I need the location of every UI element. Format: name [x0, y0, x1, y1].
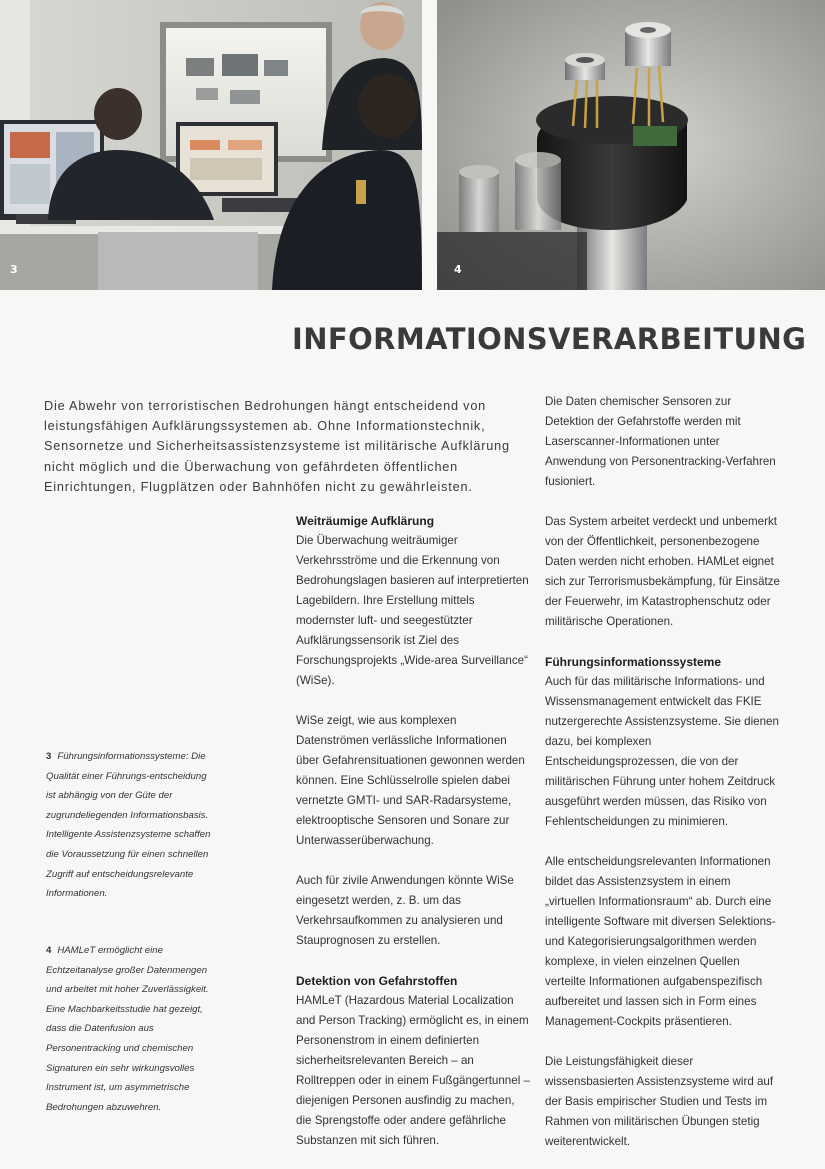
- right-column: [545, 392, 781, 1152]
- paragraph: Die Leistungsfähigkeit dieser wissensbasierten Assistenzsysteme wird auf der Basis empirischer Studien und Tests im Rahmen von militärischen Übungen stetig weiterentwickelt.: [545, 1055, 774, 1148]
- caption-3: [46, 747, 218, 904]
- paragraph: Die Überwachung weiträumiger Verkehrsströme und die Erkennung von Bedrohungslagen basieren auf interpretierten Lagebildern. Ihre Erstellung mittels modernster luft- und seegestützter Aufklärungssensorik ist Ziel des Forschungsprojekts „Wide-area Surveillance“ (WiSe).: [296, 534, 529, 687]
- paragraph: Das System arbeitet verdeckt und unbemerkt von der Öffentlichkeit, personenbezogene Daten werden nicht erhoben. HAMLet eignet sich zur Terrorismusbekämpfung, für Einsätze der Feuerwehr, im Katastrophenschutz oder militärische Operationen.: [545, 515, 780, 628]
- heading-wide-area: Weiträumige Aufklärung: [296, 514, 435, 528]
- sensor-illustration: [437, 0, 825, 290]
- caption-text: Führungsinformationssysteme: Die Qualität einer Führungs-entscheidung ist abhängig von der Güte der zugrundeliegenden Informationsbasis. Intelligente Assistenzsysteme schaffen die Voraussetzung für einen schnellen Zugriff auf entscheidungsrelevante Informationen.: [46, 751, 211, 900]
- control-room-illustration: [0, 0, 422, 290]
- paragraph: WiSe zeigt, wie aus komplexen Datenströmen verlässliche Informationen über Gefahrensituationen gewonnen werden können. Eine Schlüsselrolle spielen dabei vernetzte GMTI- und SAR-Radarsysteme, elektrooptische Sensoren und Sonare zur Unterwasserüberwachung.: [296, 714, 525, 847]
- heading-hazmat: Detektion von Gefahrstoffen: [296, 974, 458, 988]
- heading-command-info: Führungsinformationssysteme: [545, 655, 722, 669]
- paragraph: Auch für das militärische Informations- und Wissensmanagement entwickelt das FKIE nutzergerechte Assistenzsysteme. Sie dienen dazu, bei komplexen Entscheidungsprozessen, die von der militärischen Führung unter hohem Zeitdruck ausgeführt werden müssen, das Risiko von Fehlentscheidungen zu minimieren.: [545, 675, 779, 828]
- middle-column: [296, 511, 532, 1151]
- paragraph: Die Daten chemischer Sensoren zur Detektion der Gefahrstoffe werden mit Laserscanner-Informationen unter Anwendung von Personentracking-Verfahren fusioniert.: [545, 395, 776, 488]
- caption-number: 4: [46, 945, 52, 956]
- intro-paragraph: Die Abwehr von terroristischen Bedrohungen hängt entscheidend von leistungsfähigen Aufklärungssystemen ab. Ohne Informationstechnik, Sensornetze und Sicherheitsassistenzsysteme ist militärische Aufklärung nicht möglich und die Überwachung von gefährdeten öffentlichen Einrichtungen, Flugplätzen oder Bahnhöfen nicht zu gewährleisten.: [44, 399, 510, 494]
- caption-number: 3: [46, 751, 52, 762]
- photo-number: 4: [454, 263, 462, 276]
- page-title: INFORMATIONSVERARBEITUNG: [292, 322, 807, 356]
- photo-number: 3: [10, 263, 18, 276]
- caption-4: [46, 941, 218, 1117]
- paragraph: Auch für zivile Anwendungen könnte WiSe eingesetzt werden, z. B. um das Verkehrsaufkommen zu analysieren und Stauprognosen zu erstellen.: [296, 874, 514, 947]
- caption-text: HAMLeT ermöglicht eine Echtzeitanalyse großer Datenmengen und arbeitet mit hoher Zuverlässigkeit. Eine Machbarkeitsstudie hat gezeigt, dass die Datenfusion aus Personentracking und chemischen Signaturen ein sehr wirkungsvolles Instrument ist, um asymmetrische Bedrohungen abzuwehren.: [46, 945, 209, 1113]
- photo-sensors: [437, 0, 825, 290]
- paragraph: HAMLeT (Hazardous Material Localization and Person Tracking) ermöglicht es, in einem Personenstrom in einem definierten sicherheitsrelevanten Bereich – an Rolltreppen oder in einem Fußgängertunnel – diejenigen Personen ausfindig zu machen, die Sprengstoffe oder andere gefährliche Substanzen mit sich führen.: [296, 994, 530, 1147]
- photo-control-room: [0, 0, 422, 290]
- paragraph: Alle entscheidungsrelevanten Informationen bildet das Assistenzsystem in einem „virtuellen Informationsraum“ ab. Durch eine intelligente Software mit diversen Selektions- und Kategorisierungsalgorithmen werden komplexe, in vielen einzelnen Quellen verteilte Informationen aufgabenspezifisch aufbereitet und lassen sich in Form eines Management-Cockpits präsentieren.: [545, 855, 776, 1028]
